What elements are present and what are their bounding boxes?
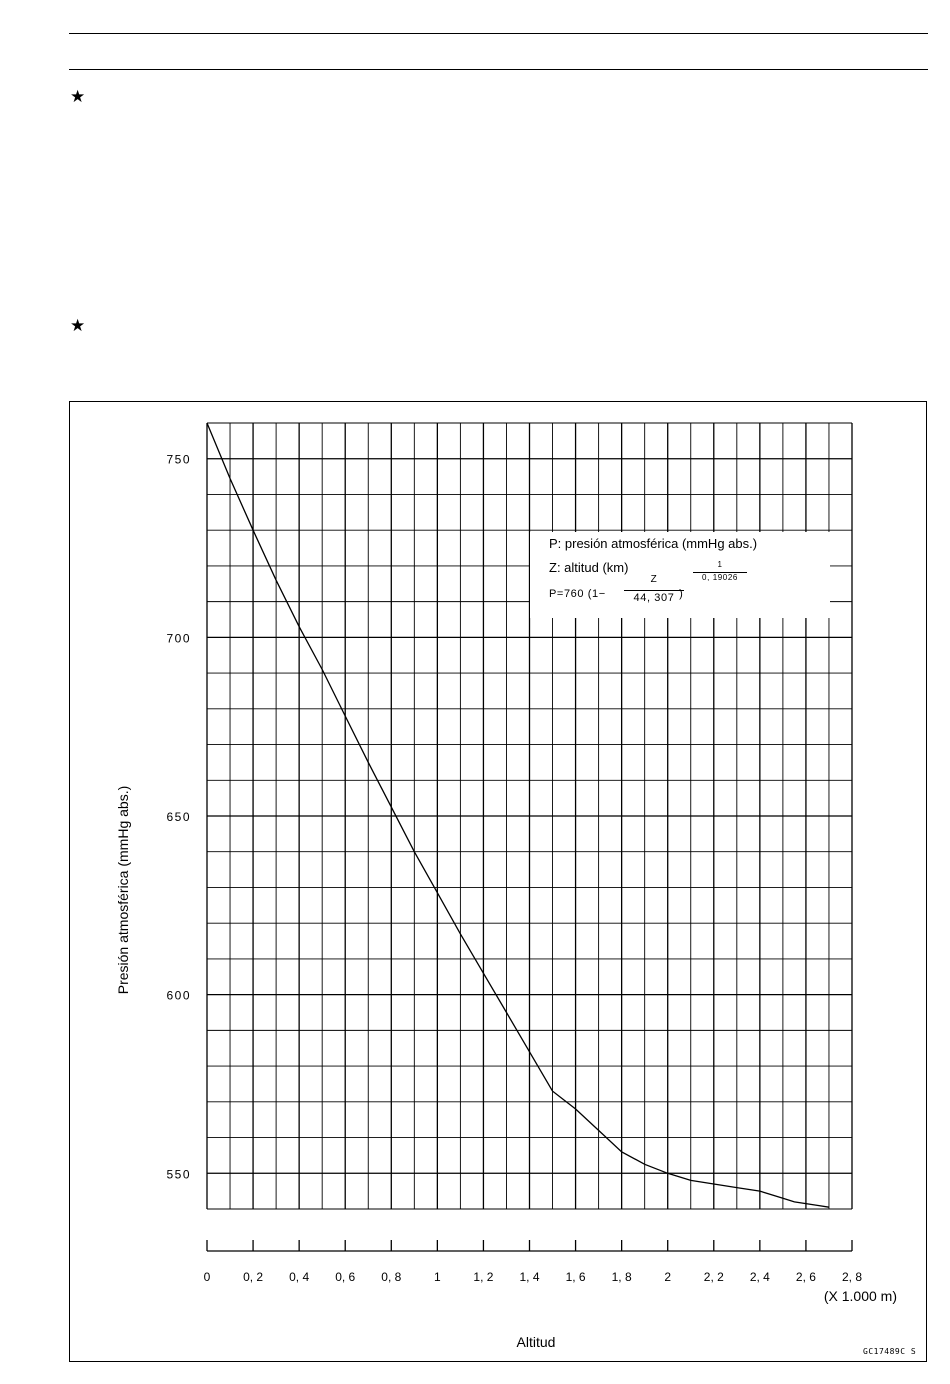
x-tick-label: 0, 8 xyxy=(381,1270,402,1284)
bullet-star-icon: ★ xyxy=(70,87,86,107)
x-axis xyxy=(204,1240,863,1284)
formula-close: ) xyxy=(679,588,684,600)
y-tick-label: 550 xyxy=(166,1167,191,1182)
legend xyxy=(530,532,830,618)
x-tick-label: 2, 4 xyxy=(749,1270,770,1284)
x-tick-label: 2, 6 xyxy=(795,1270,816,1284)
y-tick-label: 700 xyxy=(166,631,191,646)
x-tick-label: 1, 4 xyxy=(519,1270,540,1284)
y-tick-label: 600 xyxy=(166,988,191,1003)
x-unit-label: (X 1.000 m) xyxy=(823,1288,897,1304)
x-tick-label: 1 xyxy=(434,1270,441,1284)
legend-altitude: Z: altitud (km) xyxy=(549,560,629,575)
formula-exp-denominator: 0, 19026 xyxy=(702,573,738,582)
x-tick-label: 2, 8 xyxy=(841,1270,863,1284)
x-tick-label: 1, 2 xyxy=(473,1270,494,1284)
formula-open: (1− xyxy=(587,588,606,600)
x-tick-label: 2, 2 xyxy=(703,1270,724,1284)
y-tick-label: 750 xyxy=(166,452,191,467)
x-tick-label: 0, 6 xyxy=(335,1270,356,1284)
x-tick-label: 0, 4 xyxy=(289,1270,310,1284)
formula-denominator: 44, 307 xyxy=(633,592,675,604)
formula-exp-numerator: 1 xyxy=(717,560,723,569)
formula-numerator: Z xyxy=(650,574,658,585)
bullet-star-icon: ★ xyxy=(70,316,86,336)
x-tick-label: 1, 8 xyxy=(611,1270,632,1284)
legend-pressure: P: presión atmosférica (mmHg abs.) xyxy=(549,536,758,551)
x-tick-label: 0 xyxy=(203,1270,211,1284)
y-axis-label: Presión atmosférica (mmHg abs.) xyxy=(115,785,131,995)
x-tick-label: 1, 6 xyxy=(565,1270,586,1284)
x-axis-label: Altitud xyxy=(516,1334,556,1350)
x-tick-label: 0, 2 xyxy=(243,1270,264,1284)
x-tick-label: 2 xyxy=(664,1270,672,1284)
y-ticks xyxy=(166,453,191,1182)
formula-prefix: P=760 xyxy=(549,588,585,600)
y-tick-label: 650 xyxy=(166,810,191,824)
figure-code: GC17489C S xyxy=(863,1347,917,1356)
